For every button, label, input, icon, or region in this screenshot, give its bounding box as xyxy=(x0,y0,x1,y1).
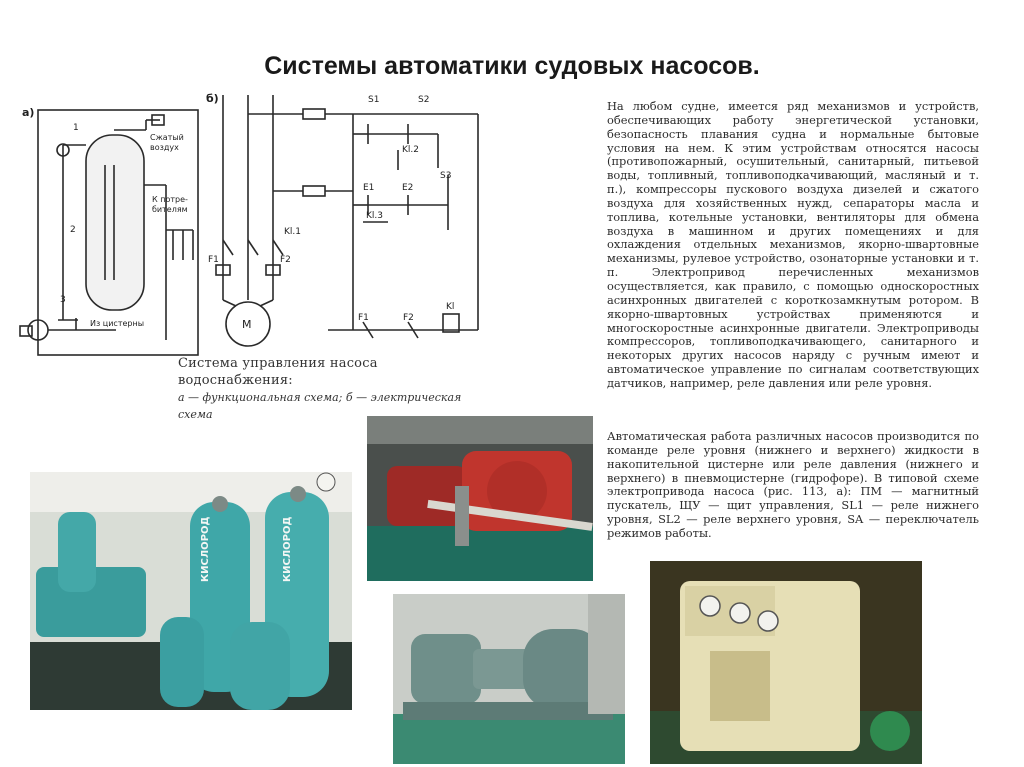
tank-source-label: Из цистерны xyxy=(90,319,145,328)
caption-legend: а — функциональная схема; б — электрическая схема xyxy=(178,391,462,421)
pump-control-schematic xyxy=(18,90,610,390)
b-label-k1: Kl xyxy=(446,302,455,312)
b-label-f2: F2 xyxy=(280,255,291,265)
schematic-drawing xyxy=(18,90,610,390)
photo-red-pump xyxy=(367,416,593,581)
air-label-1: Сжатый xyxy=(150,133,184,142)
consumer-label-2: бителям xyxy=(152,205,188,214)
b-label-motor: M xyxy=(242,318,252,331)
photo-oxygen-cylinders xyxy=(30,472,352,710)
b-label-f1: F1 xyxy=(208,255,219,265)
fuse-2 xyxy=(303,186,325,196)
photo-control-unit xyxy=(650,561,922,764)
b-label-kl1: Kl.1 xyxy=(284,227,301,237)
b-label-s3: S3 xyxy=(440,171,452,181)
b-label-f2-contact: F2 xyxy=(403,313,414,323)
paragraph-2-text: Автоматическая работа различных насосов производится по команде реле уровня (нижнего и верхнего) жидкости в накопительной цистерне или реле давления (нижнего и верхнего) в пневмоцистерне (гидрофоре). В типовой схеме электропривода насоса (рис. 113, а): ПМ — магнитный пускатель, ЩУ — щит управления, SL1 — реле нижнего уровня, SL2 — реле верхнего уровня, SA — переключатель режимов работы. xyxy=(607,429,979,540)
a-label-3: 3 xyxy=(60,295,66,305)
fuse-1 xyxy=(303,109,325,119)
b-label-e1: E1 xyxy=(363,183,375,193)
tank-label-1: КИСЛОРОД xyxy=(200,516,211,582)
b-label-kl3: Kl.3 xyxy=(366,211,383,221)
b-label-s2: S2 xyxy=(418,95,430,105)
a-label-2: 2 xyxy=(70,225,76,235)
paragraph-1-text: На любом судне, имеется ряд механизмов и устройств, обеспечивающих работу энергетической установки, безопасность плавания судна и нормальные бытовые условия на нем. К этим устройствам относятся насосы (противопожарный, осушительный, санитарный, питьевой воды, топливный, топливоподкачивающий, масляный и т. п.), компрессоры пускового воздуха дизелей и сжатого воздуха для хозяйственных нужд, сепараторы масла и топлива, котельные установки, вентиляторы для обмена воздуха в машинном и других помещениях и для охлаждения отдельных механизмов, якорно-швартовные механизмы, рулевое устройство, озонаторные установки и т. п. Электропривод перечисленных механизмов осуществляется, как правило, с помощью односкоростных асинхронных двигателей с короткозамкнутым ротором. В якорно-швартовных устройствах применяются и многоскоростные асинхронные двигатели. Электроприводы компрессоров, топливоподкачивающего, санитарного и некоторых других насосов наряду с ручным имеют и автоматическое управление по сигналам соответствующих датчиков, например, реле давления или реле уровня. xyxy=(607,99,979,390)
air-label-2: воздух xyxy=(150,143,179,152)
label-b: б) xyxy=(206,92,219,105)
schematic-caption xyxy=(178,355,478,423)
tank-label-2: КИСЛОРОД xyxy=(282,516,293,582)
caption-title: Система управления насоса водоснабжения: xyxy=(178,356,378,388)
b-label-s1: S1 xyxy=(368,95,380,105)
b-label-kl2: Kl.2 xyxy=(402,145,419,155)
a-label-1: 1 xyxy=(73,123,79,133)
label-a: а) xyxy=(22,106,35,119)
b-label-f1-contact: F1 xyxy=(358,313,369,323)
pressure-tank xyxy=(86,135,144,310)
text-paragraph-2 xyxy=(607,430,979,541)
page-title: Системы автоматики судовых насосов. xyxy=(264,52,760,80)
photo-grey-pump xyxy=(393,594,625,764)
b-label-e2: E2 xyxy=(402,183,414,193)
text-paragraph-1 xyxy=(607,100,979,391)
consumer-label-1: К потре- xyxy=(152,195,188,204)
